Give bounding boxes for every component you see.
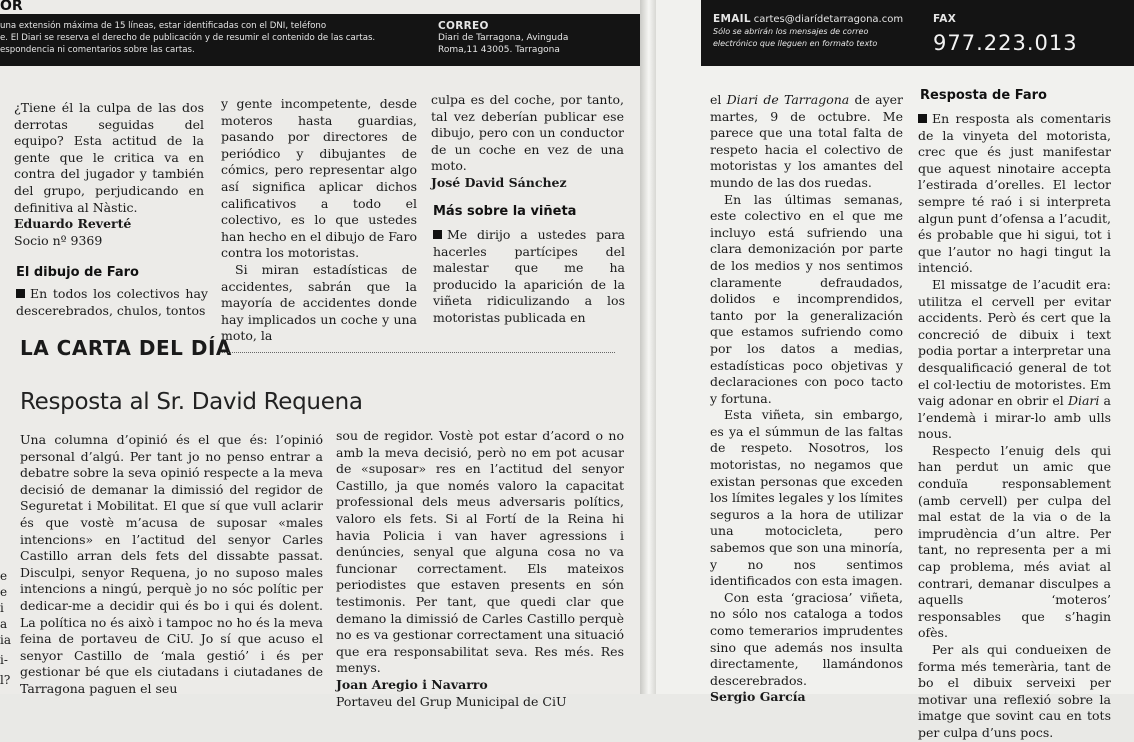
- bullet-square: [433, 230, 442, 239]
- bullet-square: [918, 114, 927, 123]
- correo-label: CORREO: [438, 20, 489, 32]
- rules-line: espondencia ni comentarios sobre las cartas.: [0, 45, 195, 55]
- letter-text: Respecto l’enuig dels qui han perdut un amic que conduïa responsablement (amb cervell) per culpa del mal estat de la via o de la imprudència d’un altre. Per tant, no representa per a mi cap problema, més aviat al contrari, demanar disculpes a aquells ‘moteros’ responsables que s’hagin ofès.: [918, 442, 1111, 641]
- vineta-letter: [433, 227, 625, 327]
- carta-column-1: [20, 432, 323, 698]
- letter-text: Per als qui condueixen de forma més temerària, tant de bo el dibuix serveixi per motivar una reflexió sobre la imatge que sovint cau en tots per culpa d’uns pocs.: [918, 642, 1111, 740]
- carta-column-2: [336, 428, 624, 710]
- right-letter-column: [710, 92, 903, 706]
- margin-letter: e: [0, 585, 8, 599]
- letter-author: Sergio García: [710, 689, 806, 705]
- faro-reply: [918, 111, 1111, 742]
- letter-author: Joan Aregio i Navarro: [336, 676, 488, 692]
- margin-letter: e: [0, 569, 8, 583]
- newspaper-name: Diari: [1067, 393, 1100, 409]
- dibujo-letter: [16, 286, 208, 319]
- dibujo-heading: El dibujo de Faro: [16, 265, 139, 280]
- email-label: EMAIL: [713, 13, 751, 25]
- letter-text: El missatge de l’acudit era: utilitza el cervell per evitar accidents. Però és cert que la concreció de dibuix i text podia portar a interpretar una desqualificació general de tot el col·lectiu de motoristes. Em vaig adonar en obrir el: [918, 276, 1111, 409]
- section-title: LA CARTA DEL DÍA: [20, 336, 232, 360]
- email-address[interactable]: cartes@diarídetarragona.com: [753, 14, 904, 25]
- letter-column-1: [14, 100, 204, 249]
- letter-text: Si miran estadísticas de accidentes, sabrán que la mayoría de accidentes donde hay implicados un coche y una moto, la: [221, 261, 417, 344]
- letter-author: José David Sánchez: [431, 174, 567, 190]
- rules-text: [0, 20, 425, 56]
- margin-letter: i: [0, 601, 4, 615]
- margin-letter: i-: [0, 653, 8, 667]
- letter-text: En resposta als comentaris de la vinyeta del motorista, crec que és just manifestar que aquest ninotaire accepta l’estirada d’orelles. El lector sempre té raó i si interpreta algun punt d’ofensa a l’acudit, és probable que hi sigui, tot i que l’autor no hagi tingut la intenció.: [918, 111, 1111, 276]
- letter-text: Con esta ‘graciosa’ viñeta, no sólo nos cataloga a todos como temerarios imprudentes sino que además nos insulta directamente, llamándonos descerebrados.: [710, 589, 903, 688]
- rules-line: e. El Diari se reserva el derecho de publicación y de resumir el contenido de las cartas.: [0, 33, 376, 43]
- letter-text: y gente incompetente, desde moteros hasta guardias, pasando por directores de periódico y dibujantes de cómics, pero representar algo así significa aplicar dichos calificativos a todo el colectivo, es lo que ustedes han hecho en el dibujo de Faro contra los motoristas.: [221, 96, 417, 261]
- letter-text: sou de regidor. Vostè pot estar d’acord o no amb la meva decisió, però no em pot acusar de «suposar» res en l’actitud del senyor Castillo, ja que només valoro la capacitat professional dels meus adversaris polítics, valoro els fets. Si al Fortí de la Reina hi havia Policia i van haver agressions i denúncies, senyal que alguna cosa no va funcionar correctament. Els mateixos periodistes que estaven presents en són testimonis. Per tant, que quedi clar que demano la dimissió de Carles Castillo perquè no es va gestionar correctament una situació que era responsabilitat seva. Res més. Res menys.: [336, 428, 624, 676]
- email-note: Sólo se abrirán los mensajes de correo: [713, 27, 869, 36]
- margin-letter: a: [0, 617, 8, 631]
- letter-text: de ayer martes, 9 de octubre. Me parece que una total falta de respeto hacia el colectivo de motoristas y los amantes del mundo de las dos ruedas.: [710, 92, 904, 190]
- letter-column-3: [431, 92, 624, 192]
- newspaper-name: Diari de Tarragona: [726, 92, 850, 107]
- masthead-fragment: OR: [0, 0, 23, 14]
- letter-text: a l’endemà i mirar-lo amb ulls nous.: [918, 393, 1111, 442]
- letter-text: En todos los colectivos hay descerebrados, chulos, tontos: [16, 286, 208, 318]
- margin-letter: l?: [0, 673, 11, 687]
- letter-author-role: Portaveu del Grup Municipal de CiU: [336, 693, 567, 709]
- margin-letter: ia: [0, 633, 11, 647]
- letter-text: Una columna d’opinió és el que és: l’opinió personal d’algú. Per tant jo no penso entrar a debatre sobre la seva opinió respecte a la meva decisió de demanar la dimissió del regidor de Seguretat i Mobilitat. El que sí que vull aclarir és que vostè m’acusa de suposar «males intencions» en l’actitud del senyor Carles Castillo arran dels fets del dissabte passat. Disculpi, senyor Requena, jo no suposo males intencions a ningú, perquè jo no sóc polític per dedicar-me a decidir qui és bo i qui és dolent. La política no és això i tampoc no ho és la meva feina de portaveu de CiU. Jo sí que acuso el senyor Castillo de ‘mala gestió’ i és per gestionar bé que els ciutadans i ciutadanes de Tarragona paguen el seu: [20, 432, 323, 696]
- email-block: [713, 13, 928, 50]
- fax-number: 977.223.013: [933, 31, 1078, 55]
- rules-line: una extensión máxima de 15 líneas, estar identificadas con el DNI, teléfono: [0, 21, 327, 31]
- bullet-square: [16, 289, 25, 298]
- page-gutter: [640, 0, 656, 694]
- correo-line: Diari de Tarragona, Avinguda: [438, 33, 569, 43]
- letter-text: culpa es del coche, por tanto, tal vez deberían publicar ese dibujo, pero con un conductor de un coche en vez de una moto.: [431, 92, 624, 174]
- contact-bar-left: [0, 14, 640, 66]
- letter-text: Esta viñeta, sin embargo, es ya el súmmun de las faltas de respeto. Nosotros, los motoristas, no negamos que existan personas que exceden los límites legales y los límites seguros a la hora de utilizar una motocicleta, pero sabemos que son una minoría, y no nos sentimos identificados con esta imagen.: [710, 407, 903, 589]
- contact-bar-right: [701, 0, 1134, 66]
- section-divider: [220, 352, 615, 353]
- letter-author-note: Socio nº 9369: [14, 232, 103, 248]
- fax-label: FAX: [933, 13, 957, 25]
- correo-block: [438, 20, 628, 56]
- email-note: electrónico que lleguen en formato texto: [713, 39, 878, 48]
- letter-text: En las últimas semanas, este colectivo en el que me incluyo está sufriendo una clara demonización por parte de los medios y nos sentimos claramente defraudados, dolidos e incomprendidos, tanto por la generalización que estamos sufriendo como por los datos a medias, estadísticas poco objetivas y declaraciones con poco tacto y fortuna.: [710, 191, 903, 406]
- letter-text: Me dirijo a ustedes para hacerles partícipes del malestar que me ha producido la aparición de la viñeta ridiculizando a los motoristas publicada en: [433, 227, 625, 325]
- letter-text: el: [710, 92, 727, 107]
- correo-line: Roma,11 43005. Tarragona: [438, 45, 560, 55]
- letter-text: ¿Tiene él la culpa de las dos derrotas seguidas del equipo? Esta actitud de la gente que le critica va en contra del jugador y también del grupo, perjudicando en definitiva al Nàstic.: [14, 100, 204, 215]
- vineta-heading: Más sobre la viñeta: [433, 204, 577, 219]
- letter-headline: Resposta al Sr. David Requena: [20, 389, 363, 415]
- letter-column-2: [221, 96, 417, 345]
- faro-heading: Resposta de Faro: [920, 88, 1047, 103]
- letter-author: Eduardo Reverté: [14, 216, 132, 232]
